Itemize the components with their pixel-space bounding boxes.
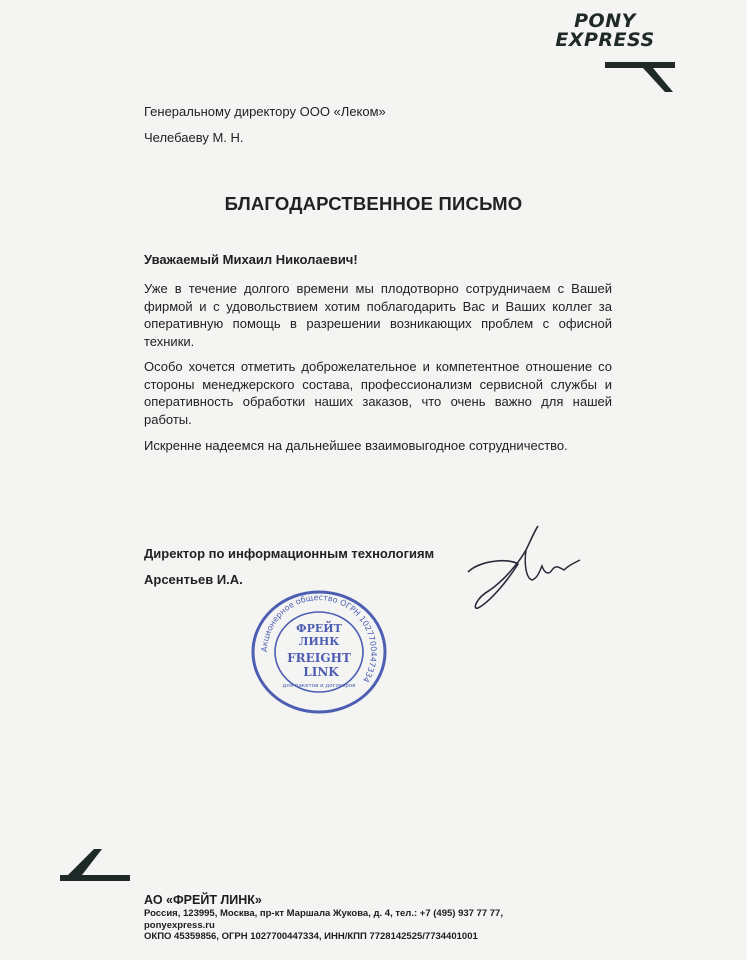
footer xyxy=(144,893,503,943)
corner-arrow-icon xyxy=(60,845,130,881)
signatory-name: Арсентьев И.А. xyxy=(144,572,243,587)
paragraph-1: Уже в течение долгого времени мы плодотворно сотрудничаем с Вашей фирмой и с удовольствием хотим поблагодарить Вас и Ваших коллег за оперативную помощь в разрешении возникающих проблем с офисной техники. xyxy=(144,281,612,349)
pony-express-logo xyxy=(535,12,675,94)
logo-arrow-icon xyxy=(605,62,675,94)
addressee-line-1: Генеральному директору ООО «Леком» xyxy=(144,104,386,119)
logo-word-1: PONY xyxy=(574,10,636,32)
greeting: Уважаемый Михаил Николаевич! xyxy=(144,252,358,267)
stamp-inner-en1: FREIGHT xyxy=(287,651,351,665)
addressee-line-2: Челебаеву М. Н. xyxy=(144,130,244,145)
stamp-inner-mid: ЛИНК xyxy=(298,635,340,648)
logo-word-2: EXPRESS xyxy=(555,29,655,51)
handwritten-signature xyxy=(460,520,590,620)
stamp-small-text: для пакетов и договоров xyxy=(282,683,356,689)
footer-codes: ОКПО 45359856, ОГРН 1027700447334, ИНН/КПП 7728142525/7734401001 xyxy=(144,931,478,942)
footer-website: ponyexpress.ru xyxy=(144,919,215,931)
footer-company: АО «ФРЕЙТ ЛИНК» xyxy=(144,893,262,907)
stamp-inner-en2: LINK xyxy=(303,665,339,679)
stamp-inner-top: ФРЕЙТ xyxy=(296,622,342,635)
company-stamp xyxy=(249,590,389,715)
footer-address: Россия, 123995, Москва, пр-кт Маршала Жукова, д. 4, тел.: +7 (495) 937 77 77, xyxy=(144,908,503,919)
letter-title: БЛАГОДАРСТВЕННОЕ ПИСЬМО xyxy=(224,193,523,214)
paragraph-3: Искренне надеемся на дальнейшее взаимовыгодное сотрудничество. xyxy=(144,438,568,453)
paragraph-2: Особо хочется отметить доброжелательное и компетентное отношение со стороны менеджерского состава, профессионализм сервисной службы и оперативность обработки наших заказов, что очень важно для нашей работы. xyxy=(144,359,612,427)
stamp-outer-text: Акционерное общество ОГРН 1027700447334 xyxy=(259,592,379,684)
signatory-position: Директор по информационным технологиям xyxy=(144,546,435,561)
